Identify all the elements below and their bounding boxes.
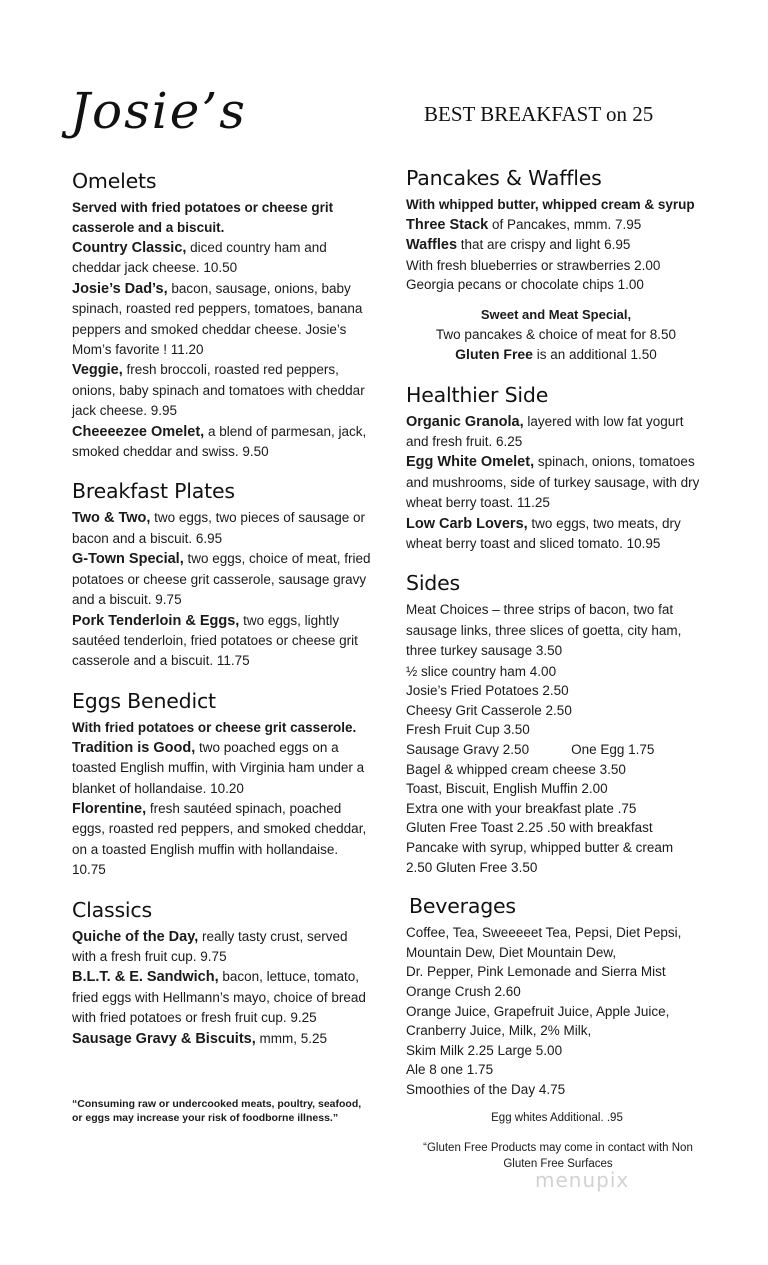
side-line: Toast, Biscuit, English Muffin 2.00 [406,781,608,797]
meat-choices: Meat Choices – three strips of bacon, two fat sausage links, three slices of goetta, city ham, three turkey sausage 3.50 [406,602,682,659]
section-subtitle: Served with fried potatoes or cheese grit casserole and a biscuit. [72,200,334,235]
menu-item [72,360,372,421]
section-title: Breakfast Plates [72,479,235,504]
beverage-line: Dr. Pepper, Pink Lemonade and Sierra Mist [406,964,666,980]
classics-section [72,897,372,1049]
menu-item [406,215,706,235]
menu-item [406,412,706,453]
breakfast-plates-section [72,478,372,671]
side-line: Cheesy Grit Casserole 2.50 [406,702,572,718]
left-column [72,168,372,1065]
item-desc: of Pancakes, mmm. 7.95 [488,217,642,232]
item-name: G-Town Special, [72,551,184,568]
beverage-line: Ale 8 one 1.75 [406,1062,494,1078]
item-desc: fresh sautéed spinach, poached eggs, roasted red peppers, and smoked cheddar, on a toasted English muffin with hollandaise. 10.75 [72,800,367,878]
section-title: Eggs Benedict [72,688,216,713]
item-desc: a blend of parmesan, jack, smoked cheddar and swiss. 9.50 [72,423,367,460]
side-line: Pancake with syrup, whipped butter & cream [406,840,674,855]
menu-item [406,514,706,555]
item-desc: spinach, onions, tomatoes and mushrooms, side of turkey sausage, with dry wheat berry toast. 11.25 [406,454,700,511]
beverage-line: Orange Juice, Grapefruit Juice, Apple Juice, [406,1003,670,1019]
section-subtitle: With whipped butter, whipped cream & syrup [406,197,695,212]
one-egg: One Egg 1.75 [571,742,655,758]
item-desc: two eggs, two pieces of sausage or bacon and a biscuit. 6.95 [72,510,366,546]
item-desc: bacon, lettuce, tomato, fried eggs with Hellmann’s mayo, choice of bread with fried potatoes or fresh fruit cup. 9.25 [72,969,366,1026]
item-desc: two eggs, two meats, dry wheat berry toast and sliced tomato. 10.95 [406,515,681,552]
beverage-line: Skim Milk 2.25 Large 5.00 [406,1042,563,1058]
item-name: Gluten Free [455,346,533,363]
item-name: Waffles [406,237,458,254]
side-line: Gluten Free Toast 2.25 .50 with breakfast [406,820,653,836]
addon-line: Georgia pecans or chocolate chips 1.00 [406,277,644,293]
section-title: Sides [406,571,461,596]
menu-item [72,967,372,1028]
menu-item [72,549,372,610]
beverage-line: Smoothies of the Day 4.75 [406,1081,566,1097]
section-title: Classics [72,897,152,922]
item-desc: bacon, sausage, onions, baby spinach, roasted red peppers, tomatoes, banana peppers and smoked cheddar cheese. Josie’s Mom’s favorite ! 11.20 [72,280,363,358]
item-desc: layered with low fat yogurt and fresh fruit. 6.25 [406,413,684,449]
side-line: 2.50 Gluten Free 3.50 [406,859,538,875]
pancakes-waffles-section [406,165,706,366]
watermark: menupix [535,1168,630,1192]
section-subtitle: With fried potatoes or cheese grit casserole. [72,719,357,735]
item-name: Quiche of the Day, [72,928,199,945]
beverage-line: Cranberry Juice, Milk, 2% Milk, [406,1023,592,1039]
restaurant-logo: Josie’s [70,82,247,140]
egg-whites-note: Egg whites Additional. .95 [491,1112,623,1124]
item-name: Three Stack [406,217,489,233]
item-desc: that are crispy and light 6.95 [457,237,631,253]
menu-item [72,508,372,549]
gluten-free-note: “Gluten Free Products may come in contact with Non Gluten Free Surfaces [423,1142,693,1170]
side-line: Josie’s Fried Potatoes 2.50 [406,683,569,699]
menu-item [72,238,372,279]
menu-item [72,799,372,881]
menu-item [72,1029,372,1049]
side-line: Extra one with your breakfast plate .75 [406,800,637,816]
item-name: Two & Two, [72,510,151,527]
food-safety-warning: “Consuming raw or undercooked meats, poultry, seafood, or eggs may increase your risk of foodborne illness.” [72,1098,362,1124]
tagline: BEST BREAKFAST on 25 [424,102,654,126]
item-name: Country Classic, [72,240,187,256]
side-line [406,740,706,760]
item-name: Pork Tenderloin & Eggs, [72,612,240,629]
section-title: Beverages [409,894,516,919]
item-desc: two eggs, choice of meat, fried potatoes or cheese grit casserole, sausage gravy and a biscuit. 9.75 [72,551,371,608]
item-name: Organic Granola, [406,413,524,430]
menu-item [72,422,372,463]
item-name: Josie’s Dad’s, [72,280,168,297]
menu-item [72,279,372,361]
special-desc: Two pancakes & choice of meat for 8.50 [435,326,677,342]
section-title: Healthier Side [406,382,549,407]
menu-item [406,235,706,255]
item-desc: fresh broccoli, roasted red peppers, onions, baby spinach and tomatoes with cheddar jack cheese. 9.95 [72,362,365,419]
item-name: Veggie, [72,362,123,379]
item-desc: two poached eggs on a toasted English muffin, with Virginia ham under a blanket of hollandaise. 10.20 [72,739,365,796]
side-line: ½ slice country ham 4.00 [406,663,557,679]
healthier-side-section [406,382,706,555]
beverage-line: Coffee, Tea, Sweeeeet Tea, Pepsi, Diet Pepsi, [406,925,682,941]
right-column [406,165,706,1116]
beverage-line: Orange Crush 2.60 [406,983,521,999]
item-desc: two eggs, lightly sautéed tenderloin, fried potatoes or cheese grit casserole and a biscuit. 11.75 [72,612,358,669]
item-desc: really tasty crust, served with a fresh fruit cup. 9.75 [72,928,348,964]
omelets-section [72,168,372,462]
item-name: Cheeeezee Omelet, [72,423,205,440]
side-line: Bagel & whipped cream cheese 3.50 [406,761,626,777]
item-name: Low Carb Lovers, [406,515,528,532]
gluten-free-line [406,344,706,365]
item-desc: diced country ham and cheddar jack cheese. 10.50 [72,240,327,276]
sides-section [406,570,706,877]
menu-item [72,927,372,968]
side-line: Fresh Fruit Cup 3.50 [406,722,530,738]
beverages-section [406,893,706,1099]
item-desc: mmm, 5.25 [255,1030,328,1046]
menu-item [406,452,706,513]
section-title: Omelets [72,169,157,193]
section-title: Pancakes & Waffles [406,166,602,190]
menu-item [72,738,372,799]
item-name: B.L.T. & E. Sandwich, [72,969,219,986]
eggs-benedict-section [72,688,372,881]
beverage-line: Mountain Dew, Diet Mountain Dew, [406,944,617,960]
item-desc: is an additional 1.50 [532,347,657,363]
menu-item [72,611,372,672]
item-name: Egg White Omelet, [406,454,535,471]
item-name: Florentine, [72,800,147,817]
special-title: Sweet and Meat Special, [480,307,632,322]
item-name: Tradition is Good, [72,739,196,756]
addon-line: With fresh blueberries or strawberries 2.00 [406,257,661,273]
sausage-gravy: Sausage Gravy 2.50 [406,742,530,758]
item-name: Sausage Gravy & Biscuits, [72,1030,256,1047]
